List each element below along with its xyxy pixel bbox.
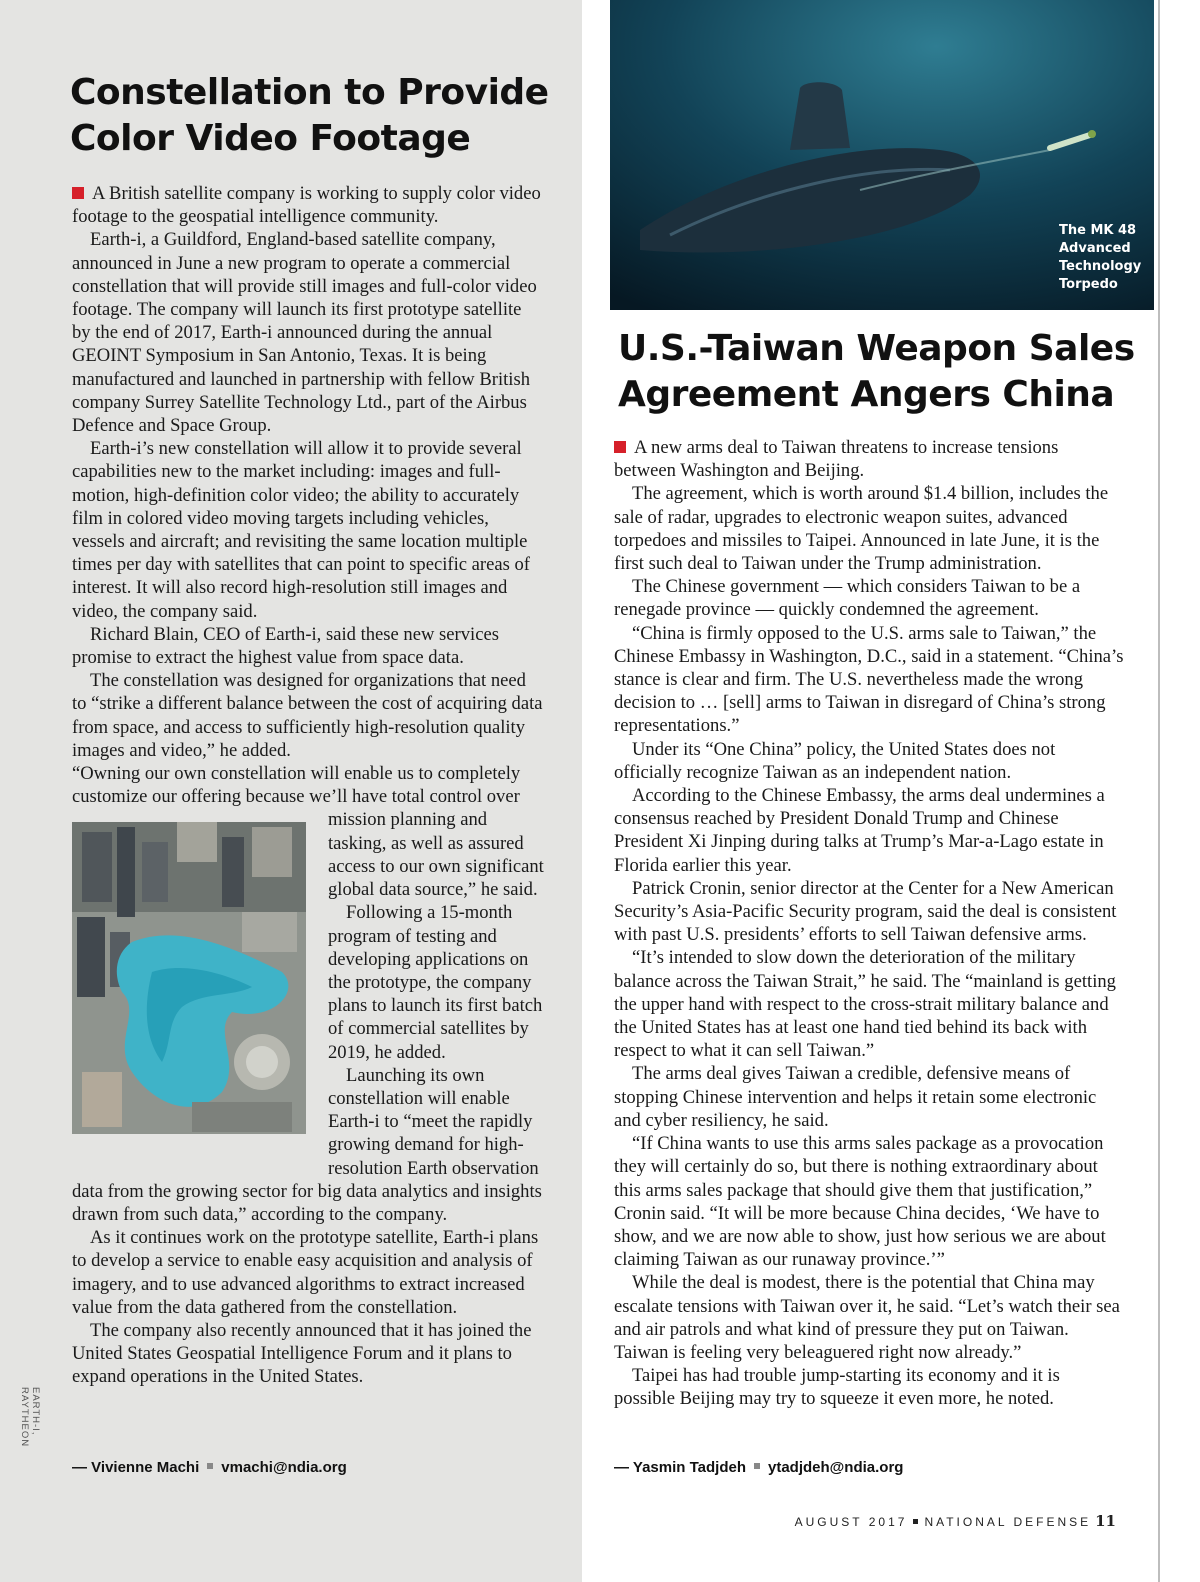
left-paragraph-3: Earth-i’s new constellation will allow it to provide several capabilities new to the market including: images and full-motion, high-definition color video; the ability to accurately film in colored video moving targets including vehicles, vessels and aircraft; and revisiting the same location multiple times per day with satellites that can point to specific areas of interest. It will also record high-resolution still images and video, the company said. [72,438,530,622]
right-paragraph-6: According to the Chinese Embassy, the arms deal undermines a consensus reached by President Donald Trump and Chinese President Xi Jinping during talks at Trump’s Mar-a-Lago estate in Florida earlier this year. [614,785,1105,876]
photo-wrap-space [72,822,328,1160]
right-paragraph-11: While the deal is modest, there is the potential that China may escalate tensions with Taiwan over it, he said. “Let’s watch their sea and air patrols and what kind of pressure they put on Taiwan. Taiwan is feeling very beleaguered right now already.” [614,1272,1120,1363]
right-article-body [614,436,1124,1411]
photo-caption: The MK 48 Advanced Technology Torpedo [1059,223,1142,292]
right-paragraph-1 [614,436,1124,482]
left-paragraph-1-text: A British satellite company is working to supply color video footage to the geospatial intelligence community. [72,183,541,228]
right-paragraph-1-text: A new arms deal to Taiwan threatens to increase tensions between Washington and Beijing. [614,437,1059,482]
left-paragraph-7: Following a 15-month program of testing and developing applications on the prototype, the company plans to launch its first batch of commercial satellites by 2019, he added. [328,902,543,1063]
left-byline-author: — Vivienne Machi [72,1459,200,1476]
footer-separator-icon [913,1519,918,1524]
left-paragraph-2: Earth-i, a Guildford, England-based satellite company, announced in June a new program to operate a commercial constellation that will provide still images and full-color video footage. The company will launch its first prototype satellite by the end of 2017, Earth-i announced during the annual GEOINT Symposium in San Antonio, Texas. It is being manufactured and launched in partnership with fellow British company Surrey Satellite Technology Ltd., part of the Airbus Defence and Space Group. [72,229,537,437]
page-footer [795,1512,1116,1530]
article-start-square-icon [72,187,84,199]
left-paragraph-5: The constellation was designed for organizations that need to “strike a different balance between the cost of acquiring data from space, and access to sufficiently high-resolution quality images and video,” he added. [72,670,543,761]
left-paragraph-1 [72,182,544,228]
photo-credit: EARTH-I, RAYTHEON [19,1387,41,1448]
left-article-body [72,182,544,1389]
left-paragraph-6: “Owning our own constellation will enable us to completely customize our offering because we’ll have total control over mission planning and tasking, as well as assured access to our own significant global data source,” he said. [72,763,544,901]
right-byline [614,1459,903,1476]
page-number: 11 [1095,1512,1116,1530]
right-byline-email: ytadjdeh@ndia.org [767,1459,904,1476]
left-byline-email: vmachi@ndia.org [221,1459,347,1476]
right-paragraph-8: “It’s intended to slow down the deterioration of the military balance across the Taiwan Strait,” he said. The “mainland is getting the upper hand with respect to the cross-strait military balance and the United States has at least one hand tied behind its back with respect to what it can sell Taiwan.” [614,947,1116,1062]
right-byline-author: — Yasmin Tadjdeh [614,1459,746,1476]
right-paragraph-12: Taipei has had trouble jump-starting its economy and it is possible Beijing may try to squeeze it even more, he noted. [614,1365,1060,1410]
right-paragraph-2: The agreement, which is worth around $1.4 billion, includes the sale of radar, upgrades to electronic weapon suites, advanced torpedoes and missiles to Taipei. Announced in late June, it is the first such deal to Taiwan under the Trump administration. [614,483,1109,575]
byline-separator-icon [754,1463,760,1469]
left-paragraph-4: Richard Blain, CEO of Earth-i, said these new services promise to extract the highest value from space data. [72,623,499,669]
article-start-square-icon [614,441,626,453]
left-headline: Constellation to Provide Color Video Footage [70,72,549,159]
right-paragraph-10: “If China wants to use this arms sales package as a provocation they will certainly do so, but there is nothing extraordinary about this arms sales package that should give them that justification,” Cronin said. “It will be more because China decides, ‘We have to show, and we are now able to show, just how serious we are about claiming Taiwan as our runaway province.’” [614,1133,1106,1271]
left-paragraph-9: As it continues work on the prototype satellite, Earth-i plans to develop a service to enable easy acquisition and analysis of imagery, and to use advanced algorithms to extract increased value from the data gathered from the constellation. [72,1227,539,1318]
footer-magazine: NATIONAL DEFENSE [924,1515,1092,1529]
right-paragraph-4: “China is firmly opposed to the U.S. arms sale to Taiwan,” the Chinese Embassy in Washington, D.C., said in a statement. “China’s stance is clear and firm. The U.S. nevertheless made the wrong decision to … [sell] arms to Taiwan in disregard of China’s strong representations.” [614,622,1124,737]
left-byline [72,1459,347,1476]
left-paragraph-10: The company also recently announced that it has joined the United States Geospatial Intelligence Forum and it plans to expand operations in the United States. [72,1319,532,1388]
right-headline: U.S.-Taiwan Weapon Sales Agreement Angers China [618,328,1135,415]
right-paragraph-3: The Chinese government — which considers Taiwan to be a renegade province — quickly condemned the agreement. [614,576,1081,621]
page-edge-rule [1158,0,1160,1582]
right-paragraph-5: Under its “One China” policy, the United States does not officially recognize Taiwan as an independent nation. [614,738,1056,783]
right-paragraph-9: The arms deal gives Taiwan a credible, defensive means of stopping Chinese intervention and helps it retain some electronic and cyber resiliency, he said. [614,1063,1097,1131]
byline-separator-icon [207,1463,213,1469]
left-paragraph-8: Launching its own constellation will enable Earth-i to “meet the rapidly growing demand for high-resolution Earth observation data from the growing sector for big data analytics and insights drawn from such data,” according to the company. [72,1064,542,1225]
right-paragraph-7: Patrick Cronin, senior director at the Center for a New American Security’s Asia-Pacific Security program, said the deal is consistent with past U.S. presidents’ efforts to sell Taiwan defensive arms. [614,877,1117,946]
footer-issue: AUGUST 2017 [794,1515,908,1529]
